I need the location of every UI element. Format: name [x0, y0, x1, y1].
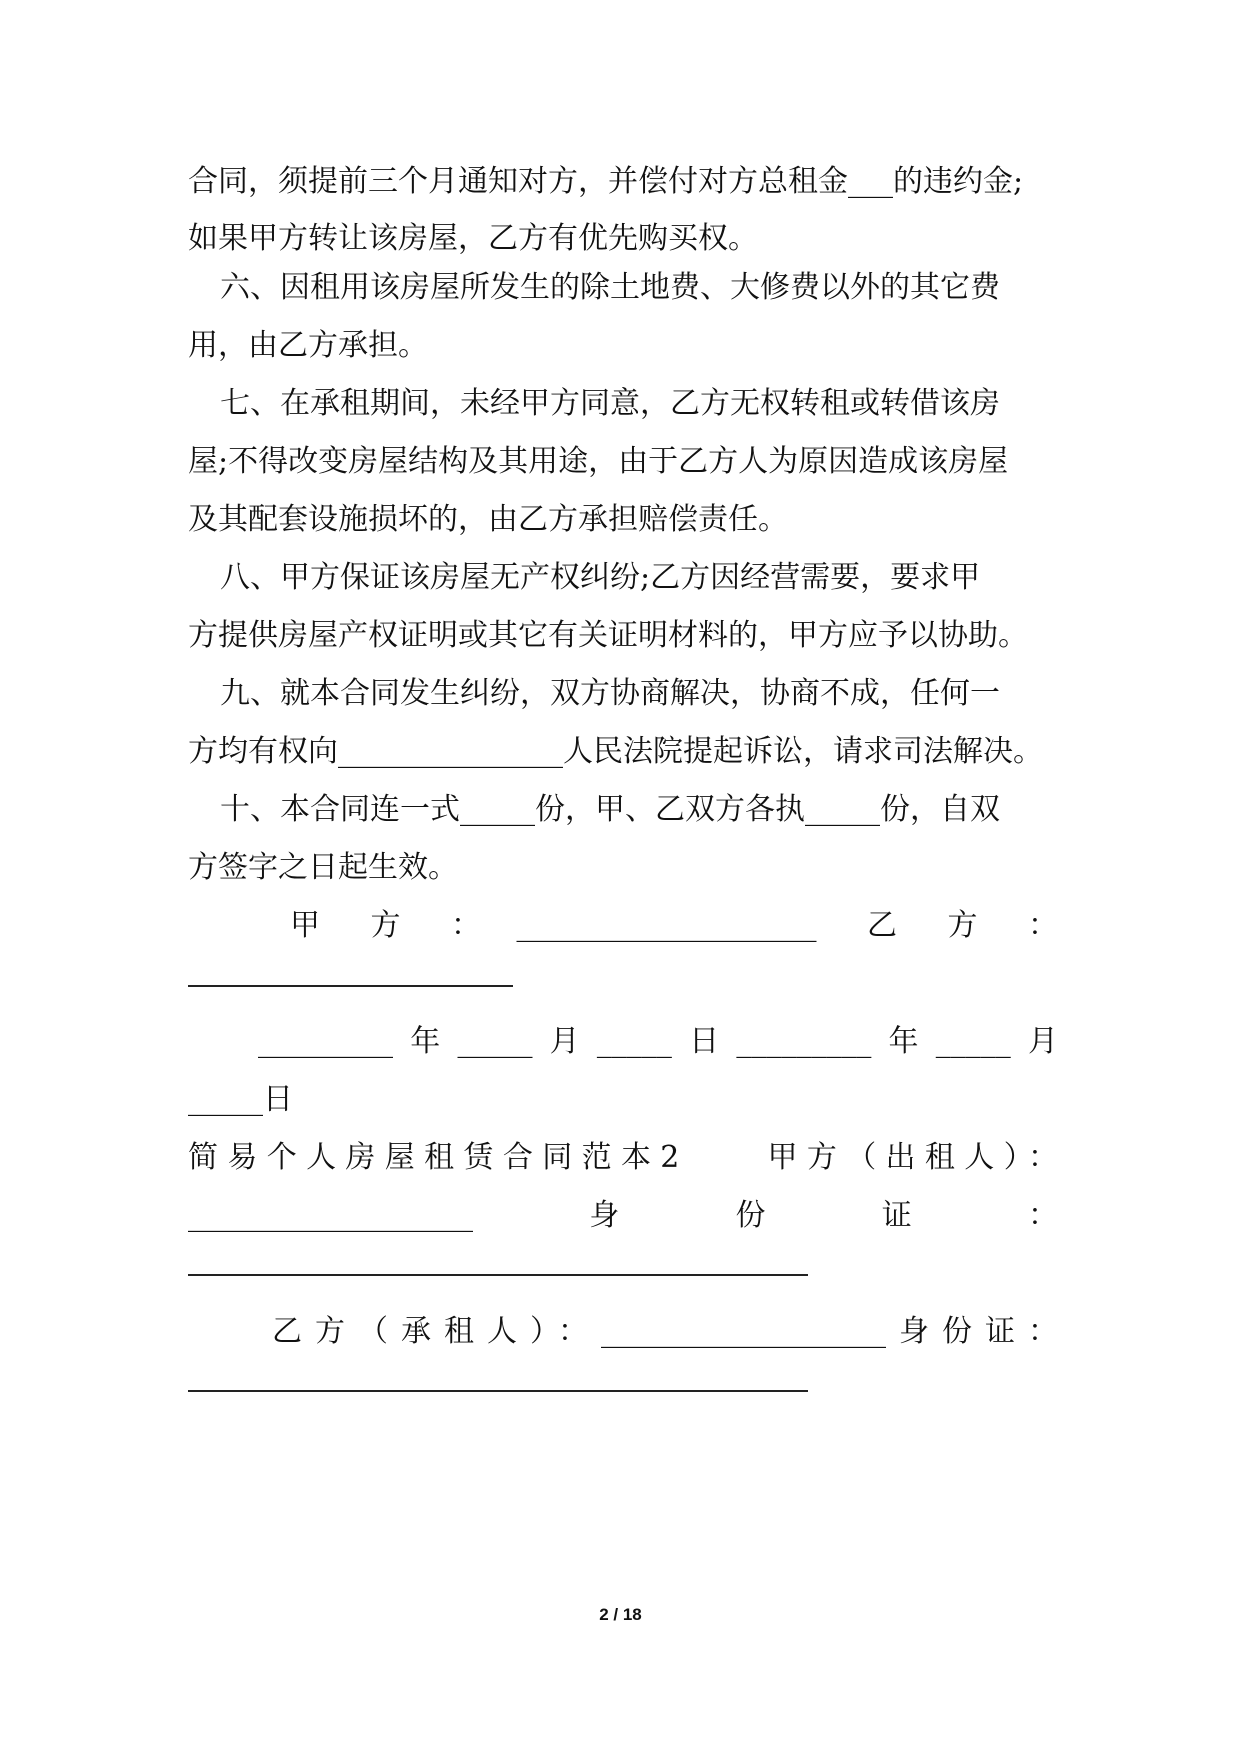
text-line: 方签字之日起生效。 — [188, 850, 458, 885]
clause-8-heading-line: 八、甲方保证该房屋无产权纠纷;乙方因经营需要，要求甲 — [220, 560, 981, 595]
clause-10-heading-line: 十、本合同连一式_____份，甲、乙双方各执_____份，自双 — [220, 792, 1000, 827]
signature-party-line: 甲 方 ： ____________________ 乙 方 ： — [290, 908, 1058, 943]
text-line: 合同，须提前三个月通知对方，并偿付对方总租金___的违约金; — [188, 164, 1024, 199]
clause-7-heading-line: 七、在承租期间，未经甲方同意，乙方无权转租或转借该房 — [220, 386, 1000, 421]
text-line: 如果甲方转让该房屋，乙方有优先购买权。 — [188, 221, 758, 256]
clause-9-heading-line: 九、就本合同发生纠纷，双方协商解决，协商不成，任何一 — [220, 676, 1000, 711]
clause-6-heading-line: 六、因租用该房屋所发生的除土地费、大修费以外的其它费 — [220, 270, 1000, 305]
text-line: 屋;不得改变房屋结构及其用途，由于乙方人为原因造成该房屋 — [188, 444, 1009, 479]
id-number-blank-line — [188, 1274, 808, 1276]
date-line: _________年_____月_____日_________年_____月 — [258, 1024, 1058, 1059]
page-number: 2 / 18 — [599, 1605, 642, 1624]
text-line: 方均有权向_______________人民法院提起诉讼，请求司法解决。 — [188, 734, 1043, 769]
contract-title-line: 简易个人房屋租赁合同范本2 甲方（出租人）： — [188, 1140, 1058, 1175]
text-line: 方提供房屋产权证明或其它有关证明材料的，甲方应予以协助。 — [188, 618, 1028, 653]
signature-blank-line — [188, 985, 513, 987]
text-line: 用，由乙方承担。 — [188, 328, 428, 363]
date-line-continued: _____日 — [188, 1082, 293, 1117]
text-line: 及其配套设施损坏的，由乙方承担赔偿责任。 — [188, 502, 788, 537]
id-card-line: ___________________ 身 份 证 ： — [188, 1198, 1058, 1233]
lessee-line: 乙方（承租人）：___________________身份证： — [272, 1314, 1058, 1349]
id-number-blank-line — [188, 1390, 808, 1392]
